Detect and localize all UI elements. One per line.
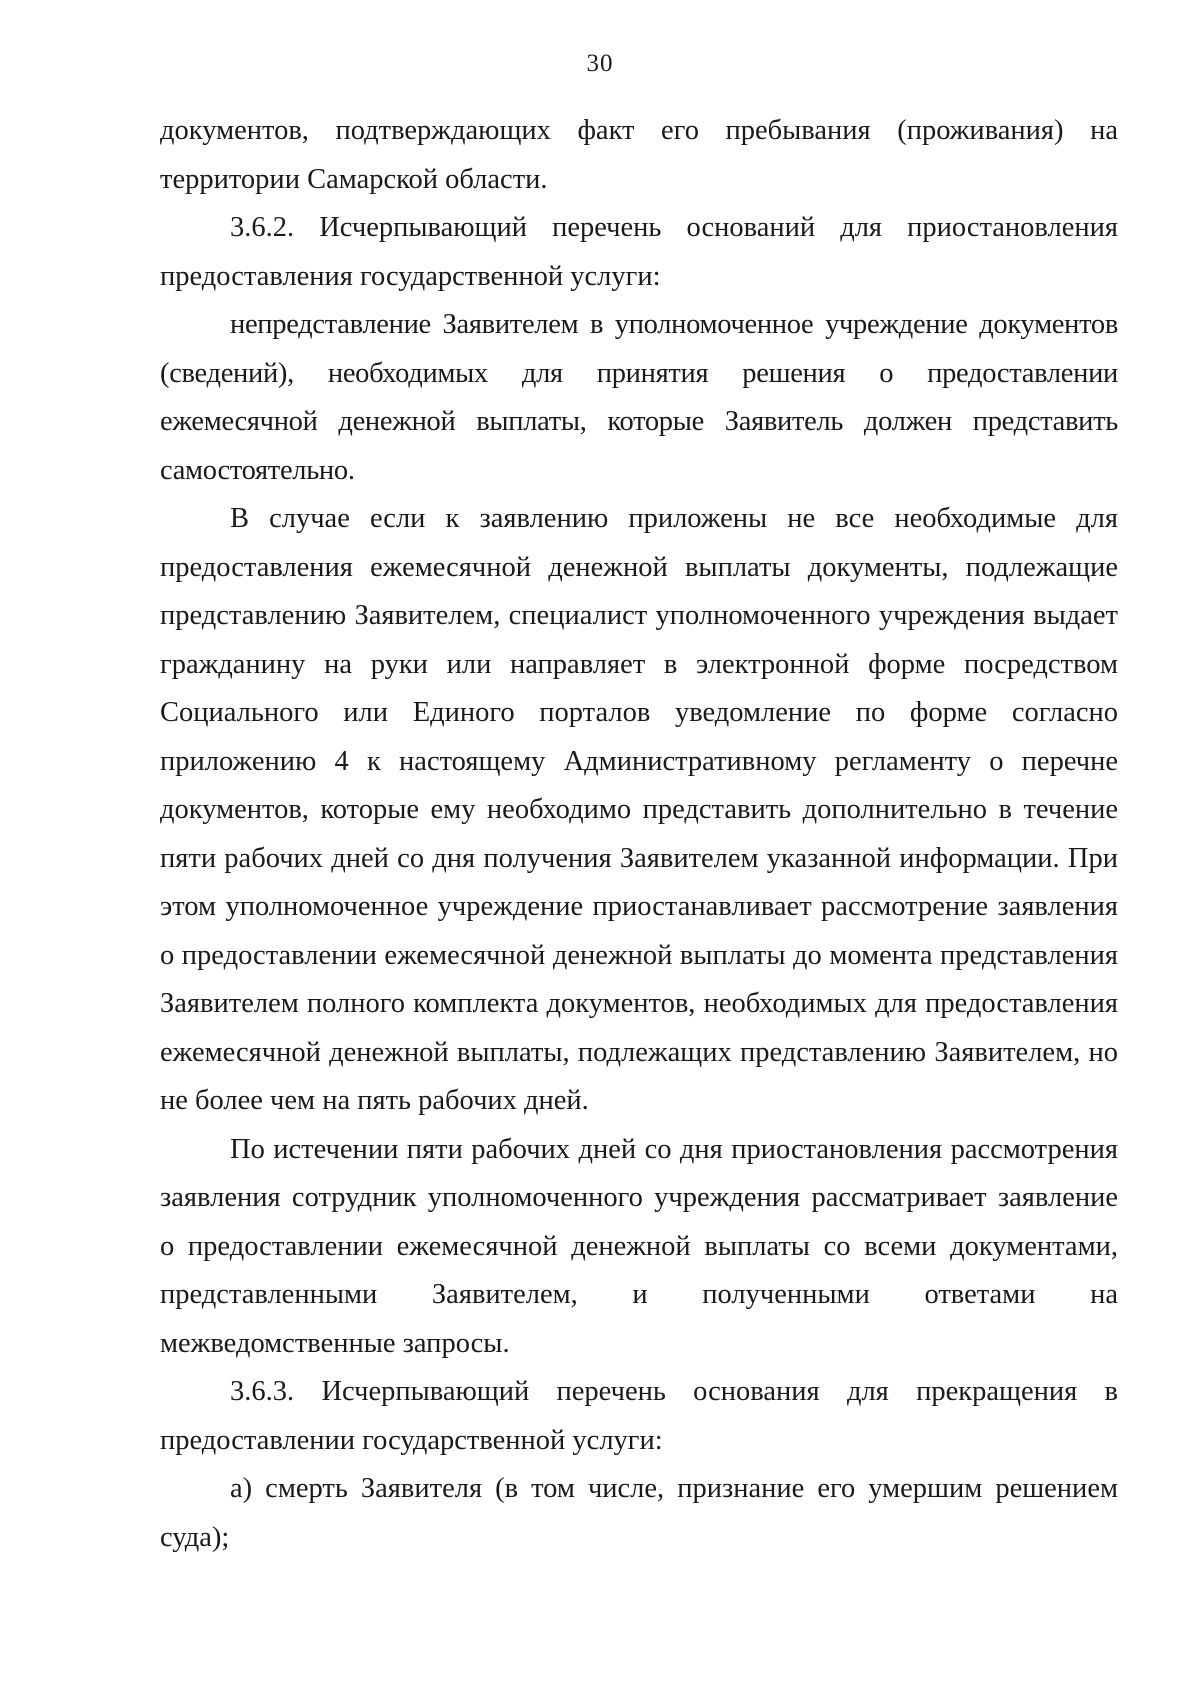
page-number: 30 (586, 50, 614, 77)
document-body (160, 107, 1118, 1562)
paragraph-continuation: документов, подтверждающих факт его пребывания (проживания) на территории Самарской области. (160, 115, 1118, 195)
paragraph-after-suspension: По истечении пяти рабочих дней со дня приостановления рассмотрения заявления сотрудник уполномоченного учреждения рассматривает заявление о предоставлении ежемесячной денежной выплаты со всеми документами, представленными Заявителем, и полученными ответами на межведомственные запросы. (160, 1133, 1118, 1359)
paragraph-nonsubmission: непредставление Заявителем в уполномоченное учреждение документов (сведений), необходимых для принятия решения о предоставлении ежемесячной денежной выплаты, которые Заявитель должен представить самостоятельно. (160, 309, 1118, 486)
paragraph-item-a: а) смерть Заявителя (в том числе, признание его умершим решением суда); (160, 1473, 1118, 1553)
paragraph-incomplete-documents: В случае если к заявлению приложены не все необходимые для предоставления ежемесячной денежной выплаты документы, подлежащие представлению Заявителем, специалист уполномоченного учреждения выдает гражданину на руки или направляет в электронной форме посредством Социального или Единого порталов уведомление по форме согласно приложению 4 к настоящему Административному регламенту о перечне документов, которые ему необходимо представить дополнительно в течение пяти рабочих дней со дня получения Заявителем указанной информации. При этом уполномоченное учреждение приостанавливает рассмотрение заявления о предоставлении ежемесячной денежной выплаты до момента представления Заявителем полного комплекта документов, необходимых для предоставления ежемесячной денежной выплаты, подлежащих представлению Заявителем, но не более чем на пять рабочих дней. (160, 503, 1118, 1116)
paragraph-section-3-6-3: 3.6.3. Исчерпывающий перечень основания для прекращения в предоставлении государственной услуги: (160, 1376, 1118, 1456)
paragraph-section-3-6-2: 3.6.2. Исчерпывающий перечень оснований для приостановления предоставления государственной услуги: (160, 212, 1118, 292)
